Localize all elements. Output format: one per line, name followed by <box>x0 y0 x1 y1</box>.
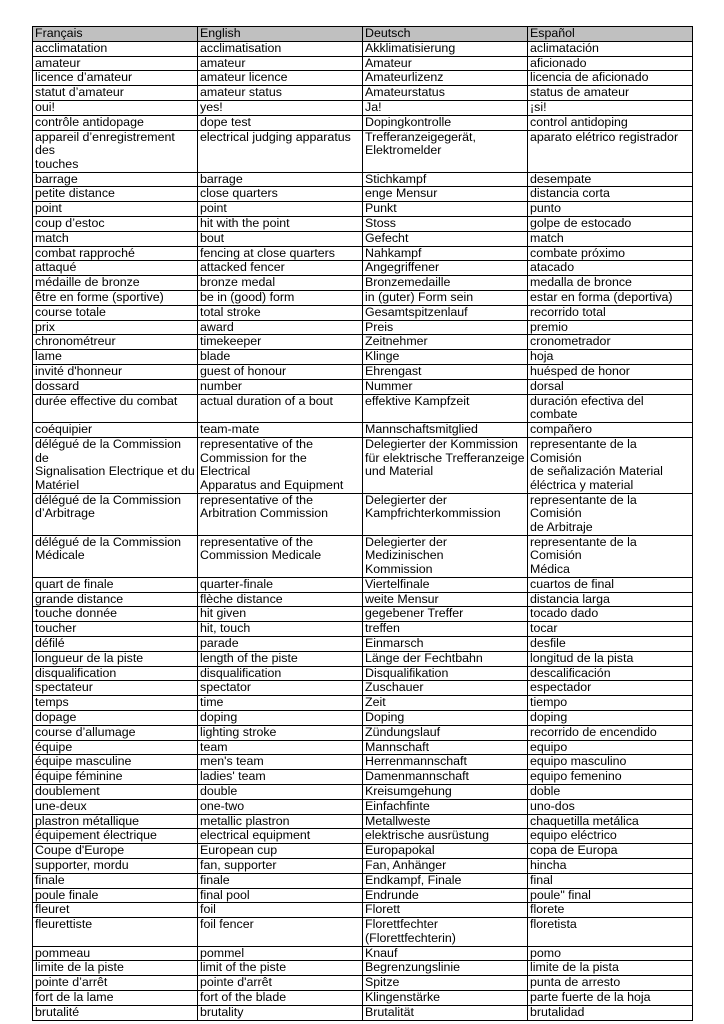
table-row <box>33 607 693 622</box>
cell-english: electrical equipment <box>198 829 363 844</box>
table-row <box>33 991 693 1006</box>
table-row <box>33 740 693 755</box>
cell-english: parade <box>198 637 363 652</box>
table-row <box>33 291 693 306</box>
table-row <box>33 187 693 202</box>
cell-french: lame <box>33 350 198 365</box>
cell-german: Kreisumgehung <box>363 785 528 800</box>
cell-german: Delegierter der Kampfrichterkommission <box>363 493 528 535</box>
cell-french: dopage <box>33 711 198 726</box>
cell-german: Zeitnehmer <box>363 335 528 350</box>
table-row <box>33 246 693 261</box>
cell-french: match <box>33 231 198 246</box>
cell-spanish: medalla de bronce <box>528 276 693 291</box>
table-row <box>33 305 693 320</box>
cell-french: temps <box>33 696 198 711</box>
cell-spanish: final <box>528 873 693 888</box>
cell-french: dossard <box>33 379 198 394</box>
cell-german: Begrenzungslinie <box>363 961 528 976</box>
cell-english: hit with the point <box>198 217 363 232</box>
cell-french: délégué de la Commission d’Arbitrage <box>33 493 198 535</box>
cell-spanish: doble <box>528 785 693 800</box>
header-row <box>33 27 693 42</box>
cell-german: Trefferanzeigegerät, Elektromelder <box>363 130 528 172</box>
table-row <box>33 217 693 232</box>
table-row <box>33 829 693 844</box>
cell-spanish: status de amateur <box>528 86 693 101</box>
glossary-table-container <box>32 26 692 1021</box>
cell-english: number <box>198 379 363 394</box>
cell-spanish: punta de arresto <box>528 976 693 991</box>
table-row <box>33 100 693 115</box>
cell-english: bout <box>198 231 363 246</box>
cell-english: pointe d'arrêt <box>198 976 363 991</box>
table-row <box>33 41 693 56</box>
cell-french: spectateur <box>33 681 198 696</box>
table-row <box>33 755 693 770</box>
cell-german: Spitze <box>363 976 528 991</box>
cell-english: yes! <box>198 100 363 115</box>
cell-german: Metallweste <box>363 814 528 829</box>
cell-french: disqualification <box>33 666 198 681</box>
cell-french: une-deux <box>33 799 198 814</box>
cell-spanish: licencia de aficionado <box>528 71 693 86</box>
cell-english: hit, touch <box>198 622 363 637</box>
cell-german: Nummer <box>363 379 528 394</box>
cell-french: longueur de la piste <box>33 651 198 666</box>
cell-german: in (guter) Form sein <box>363 291 528 306</box>
table-row <box>33 976 693 991</box>
cell-spanish: hincha <box>528 859 693 874</box>
cell-english: representative of the Commission for the Electrical Apparatus and Equipment <box>198 437 363 493</box>
cell-english: length of the piste <box>198 651 363 666</box>
cell-spanish: hoja <box>528 350 693 365</box>
cell-french: pommeau <box>33 946 198 961</box>
cell-english: amateur licence <box>198 71 363 86</box>
cell-english: doping <box>198 711 363 726</box>
cell-french: pointe d’arrêt <box>33 976 198 991</box>
table-row <box>33 651 693 666</box>
cell-english: amateur <box>198 56 363 71</box>
cell-english: final pool <box>198 888 363 903</box>
cell-spanish: pomo <box>528 946 693 961</box>
cell-french: course totale <box>33 305 198 320</box>
cell-english: fencing at close quarters <box>198 246 363 261</box>
cell-english: fort of the blade <box>198 991 363 1006</box>
cell-french: oui! <box>33 100 198 115</box>
cell-spanish: atacado <box>528 261 693 276</box>
table-row <box>33 622 693 637</box>
cell-spanish: representante de la Comisión de Arbitraje <box>528 493 693 535</box>
cell-spanish: poule" final <box>528 888 693 903</box>
cell-english: European cup <box>198 844 363 859</box>
cell-spanish: uno-dos <box>528 799 693 814</box>
cell-spanish: cronometrador <box>528 335 693 350</box>
cell-spanish: dorsal <box>528 379 693 394</box>
cell-german: Zeit <box>363 696 528 711</box>
cell-english: finale <box>198 873 363 888</box>
cell-english: representative of the Commission Medicale <box>198 535 363 577</box>
cell-french: plastron métallique <box>33 814 198 829</box>
cell-english: bronze medal <box>198 276 363 291</box>
cell-english: time <box>198 696 363 711</box>
cell-english: flèche distance <box>198 592 363 607</box>
cell-english: fan, supporter <box>198 859 363 874</box>
cell-french: fort de la lame <box>33 991 198 1006</box>
column-header-english: English <box>198 27 363 42</box>
cell-spanish: espectador <box>528 681 693 696</box>
cell-english: acclimatisation <box>198 41 363 56</box>
cell-german: Preis <box>363 320 528 335</box>
cell-spanish: recorrido total <box>528 305 693 320</box>
cell-english: one-two <box>198 799 363 814</box>
cell-spanish: distancia larga <box>528 592 693 607</box>
cell-french: petite distance <box>33 187 198 202</box>
cell-german: Bronzemedaille <box>363 276 528 291</box>
cell-french: point <box>33 202 198 217</box>
cell-german: Brutalität <box>363 1005 528 1020</box>
cell-french: amateur <box>33 56 198 71</box>
table-row <box>33 770 693 785</box>
cell-spanish: control antidoping <box>528 115 693 130</box>
cell-spanish: compañero <box>528 423 693 438</box>
cell-spanish: desempate <box>528 172 693 187</box>
cell-french: limite de la piste <box>33 961 198 976</box>
table-row <box>33 379 693 394</box>
table-row <box>33 535 693 577</box>
cell-spanish: ¡si! <box>528 100 693 115</box>
table-row <box>33 711 693 726</box>
cell-english: spectator <box>198 681 363 696</box>
cell-spanish: desfile <box>528 637 693 652</box>
cell-french: prix <box>33 320 198 335</box>
cell-english: double <box>198 785 363 800</box>
table-row <box>33 844 693 859</box>
table-body <box>33 41 693 1020</box>
cell-german: Endrunde <box>363 888 528 903</box>
cell-german: Angegriffener <box>363 261 528 276</box>
cell-english: representative of the Arbitration Commission <box>198 493 363 535</box>
cell-english: hit given <box>198 607 363 622</box>
cell-french: supporter, mordu <box>33 859 198 874</box>
cell-french: invité d'honneur <box>33 365 198 380</box>
cell-spanish: punto <box>528 202 693 217</box>
cell-german: Fan, Anhänger <box>363 859 528 874</box>
cell-french: fleurettiste <box>33 918 198 946</box>
cell-german: Amateurlizenz <box>363 71 528 86</box>
cell-german: Florett <box>363 903 528 918</box>
cell-spanish: brutalidad <box>528 1005 693 1020</box>
cell-french: licence d’amateur <box>33 71 198 86</box>
cell-german: treffen <box>363 622 528 637</box>
table-row <box>33 1005 693 1020</box>
cell-german: Delegierter der Medizinischen Kommission <box>363 535 528 577</box>
cell-german: Klingenstärke <box>363 991 528 1006</box>
table-row <box>33 335 693 350</box>
table-row <box>33 859 693 874</box>
cell-german: Delegierter der Kommission für elektrische Trefferanzeige und Material <box>363 437 528 493</box>
cell-spanish: combate próximo <box>528 246 693 261</box>
cell-german: Gefecht <box>363 231 528 246</box>
table-row <box>33 799 693 814</box>
cell-french: contrôle antidopage <box>33 115 198 130</box>
cell-french: coup d’estoc <box>33 217 198 232</box>
cell-english: brutality <box>198 1005 363 1020</box>
cell-english: total stroke <box>198 305 363 320</box>
cell-german: Einmarsch <box>363 637 528 652</box>
cell-english: blade <box>198 350 363 365</box>
table-row <box>33 696 693 711</box>
cell-spanish: parte fuerte de la hoja <box>528 991 693 1006</box>
column-header-spanish: Español <box>528 27 693 42</box>
cell-english: lighting stroke <box>198 725 363 740</box>
cell-spanish: huésped de honor <box>528 365 693 380</box>
table-row <box>33 71 693 86</box>
cell-german: Amateur <box>363 56 528 71</box>
cell-english: team <box>198 740 363 755</box>
table-row <box>33 231 693 246</box>
cell-spanish: estar en forma (deportiva) <box>528 291 693 306</box>
cell-spanish: tiempo <box>528 696 693 711</box>
cell-english: pommel <box>198 946 363 961</box>
cell-spanish: cuartos de final <box>528 577 693 592</box>
cell-german: Stichkampf <box>363 172 528 187</box>
cell-french: médaille de bronze <box>33 276 198 291</box>
table-header <box>33 27 693 42</box>
table-row <box>33 365 693 380</box>
cell-spanish: equipo masculino <box>528 755 693 770</box>
table-row <box>33 493 693 535</box>
cell-french: grande distance <box>33 592 198 607</box>
cell-spanish: golpe de estocado <box>528 217 693 232</box>
cell-german: Europapokal <box>363 844 528 859</box>
cell-english: dope test <box>198 115 363 130</box>
cell-spanish: doping <box>528 711 693 726</box>
table-row <box>33 637 693 652</box>
cell-german: Endkampf, Finale <box>363 873 528 888</box>
cell-german: Einfachfinte <box>363 799 528 814</box>
table-row <box>33 918 693 946</box>
cell-english: disqualification <box>198 666 363 681</box>
table-row <box>33 873 693 888</box>
cell-spanish: representante de la Comisión Médica <box>528 535 693 577</box>
cell-german: Stoss <box>363 217 528 232</box>
cell-german: Ehrengast <box>363 365 528 380</box>
cell-german: Akklimatisierung <box>363 41 528 56</box>
table-row <box>33 592 693 607</box>
cell-german: Knauf <box>363 946 528 961</box>
cell-spanish: duración efectiva del combate <box>528 394 693 422</box>
cell-german: Gesamtspitzenlauf <box>363 305 528 320</box>
cell-english: award <box>198 320 363 335</box>
cell-english: amateur status <box>198 86 363 101</box>
cell-english: men's team <box>198 755 363 770</box>
cell-french: barrage <box>33 172 198 187</box>
table-row <box>33 725 693 740</box>
cell-french: poule finale <box>33 888 198 903</box>
glossary-table <box>32 26 693 1021</box>
cell-spanish: distancia corta <box>528 187 693 202</box>
cell-french: chronométreur <box>33 335 198 350</box>
table-row <box>33 56 693 71</box>
cell-french: délégué de la Commission Médicale <box>33 535 198 577</box>
column-header-german: Deutsch <box>363 27 528 42</box>
cell-spanish: equipo <box>528 740 693 755</box>
cell-spanish: copa de Europa <box>528 844 693 859</box>
cell-french: combat rapproché <box>33 246 198 261</box>
cell-german: elektrische ausrüstung <box>363 829 528 844</box>
cell-spanish: aficionado <box>528 56 693 71</box>
cell-english: timekeeper <box>198 335 363 350</box>
cell-spanish: match <box>528 231 693 246</box>
cell-english: be in (good) form <box>198 291 363 306</box>
cell-spanish: aparato elétrico registrador <box>528 130 693 172</box>
cell-spanish: tocado dado <box>528 607 693 622</box>
table-row <box>33 903 693 918</box>
table-row <box>33 681 693 696</box>
table-row <box>33 394 693 422</box>
cell-german: Florettfechter (Florettfechterin) <box>363 918 528 946</box>
cell-spanish: representante de la Comisión de señalización Material éléctrica y material <box>528 437 693 493</box>
cell-french: Coupe d'Europe <box>33 844 198 859</box>
table-row <box>33 172 693 187</box>
cell-french: appareil d’enregistrement des touches <box>33 130 198 172</box>
cell-german: Damenmannschaft <box>363 770 528 785</box>
table-row <box>33 666 693 681</box>
cell-english: actual duration of a bout <box>198 394 363 422</box>
cell-french: équipe <box>33 740 198 755</box>
cell-french: statut d’amateur <box>33 86 198 101</box>
cell-german: Herrenmannschaft <box>363 755 528 770</box>
cell-german: Punkt <box>363 202 528 217</box>
cell-french: équipe masculine <box>33 755 198 770</box>
cell-french: équipement électrique <box>33 829 198 844</box>
cell-german: Amateurstatus <box>363 86 528 101</box>
cell-german: Viertelfinale <box>363 577 528 592</box>
cell-french: brutalité <box>33 1005 198 1020</box>
cell-english: guest of honour <box>198 365 363 380</box>
cell-french: durée effective du combat <box>33 394 198 422</box>
cell-spanish: floretista <box>528 918 693 946</box>
table-row <box>33 320 693 335</box>
table-row <box>33 888 693 903</box>
cell-german: gegebener Treffer <box>363 607 528 622</box>
table-row <box>33 261 693 276</box>
cell-spanish: aclimatación <box>528 41 693 56</box>
table-row <box>33 814 693 829</box>
cell-french: doublement <box>33 785 198 800</box>
cell-english: attacked fencer <box>198 261 363 276</box>
table-row <box>33 946 693 961</box>
cell-german: Nahkampf <box>363 246 528 261</box>
cell-english: electrical judging apparatus <box>198 130 363 172</box>
cell-spanish: chaquetilla metálica <box>528 814 693 829</box>
cell-spanish: florete <box>528 903 693 918</box>
cell-french: être en forme (sportive) <box>33 291 198 306</box>
cell-french: délégué de la Commission de Signalisation Electrique et du Matériel <box>33 437 198 493</box>
cell-spanish: descalificación <box>528 666 693 681</box>
table-row <box>33 785 693 800</box>
table-row <box>33 437 693 493</box>
table-row <box>33 115 693 130</box>
cell-german: Dopingkontrolle <box>363 115 528 130</box>
cell-german: Klinge <box>363 350 528 365</box>
cell-spanish: premio <box>528 320 693 335</box>
column-header-french: Français <box>33 27 198 42</box>
cell-english: foil <box>198 903 363 918</box>
cell-german: Mannschaftsmitglied <box>363 423 528 438</box>
cell-spanish: recorrido de encendido <box>528 725 693 740</box>
cell-german: Doping <box>363 711 528 726</box>
cell-french: attaqué <box>33 261 198 276</box>
cell-english: foil fencer <box>198 918 363 946</box>
cell-french: quart de finale <box>33 577 198 592</box>
cell-french: équipe féminine <box>33 770 198 785</box>
cell-english: team-mate <box>198 423 363 438</box>
table-row <box>33 130 693 172</box>
table-row <box>33 577 693 592</box>
cell-german: Zuschauer <box>363 681 528 696</box>
table-row <box>33 202 693 217</box>
table-row <box>33 423 693 438</box>
cell-german: effektive Kampfzeit <box>363 394 528 422</box>
cell-french: touche donnée <box>33 607 198 622</box>
cell-spanish: limite de la pista <box>528 961 693 976</box>
cell-english: metallic plastron <box>198 814 363 829</box>
cell-french: finale <box>33 873 198 888</box>
cell-french: coéquipier <box>33 423 198 438</box>
cell-french: acclimatation <box>33 41 198 56</box>
cell-german: weite Mensur <box>363 592 528 607</box>
cell-german: Mannschaft <box>363 740 528 755</box>
cell-german: Zündungslauf <box>363 725 528 740</box>
cell-english: quarter-finale <box>198 577 363 592</box>
cell-french: fleuret <box>33 903 198 918</box>
cell-german: Disqualifikation <box>363 666 528 681</box>
cell-spanish: tocar <box>528 622 693 637</box>
cell-spanish: equipo eléctrico <box>528 829 693 844</box>
cell-french: défilé <box>33 637 198 652</box>
cell-english: ladies' team <box>198 770 363 785</box>
cell-german: enge Mensur <box>363 187 528 202</box>
cell-french: toucher <box>33 622 198 637</box>
cell-spanish: equipo femenino <box>528 770 693 785</box>
table-row <box>33 86 693 101</box>
table-row <box>33 350 693 365</box>
cell-spanish: longitud de la pista <box>528 651 693 666</box>
cell-english: barrage <box>198 172 363 187</box>
table-row <box>33 961 693 976</box>
table-row <box>33 276 693 291</box>
cell-german: Ja! <box>363 100 528 115</box>
cell-french: course d’allumage <box>33 725 198 740</box>
cell-english: limit of the piste <box>198 961 363 976</box>
cell-english: close quarters <box>198 187 363 202</box>
cell-german: Länge der Fechtbahn <box>363 651 528 666</box>
cell-english: point <box>198 202 363 217</box>
